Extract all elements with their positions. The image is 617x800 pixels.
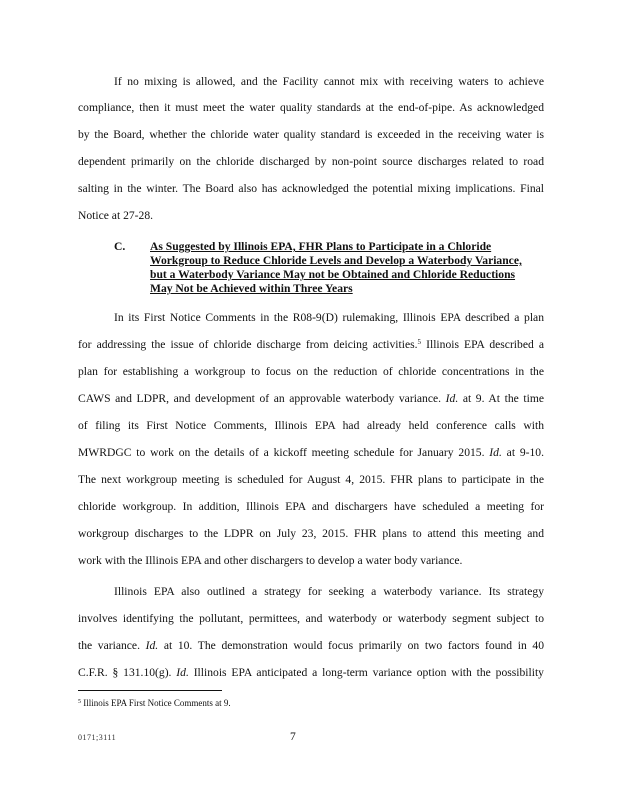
text-segment: Illinois EPA anticipated a long-term variance option with the possibility: [188, 666, 544, 679]
text-segment: Illinois EPA described a: [421, 338, 545, 351]
paragraph-line: dependent primarily on the chloride discharged by non-point source discharges related to road: [78, 155, 544, 168]
paragraph-line: plan for establishing a workgroup to focus on the reduction of chloride concentrations in the: [78, 365, 544, 378]
paragraph-line: by the Board, whether the chloride water quality standard is exceeded in the receiving water is: [78, 128, 544, 141]
section-heading-line: As Suggested by Illinois EPA, FHR Plans to Participate in a Chloride: [150, 240, 492, 253]
section-heading-line: Workgroup to Reduce Chloride Levels and Develop a Waterbody Variance,: [150, 254, 522, 267]
text-segment: at 9. At the time: [458, 392, 544, 405]
paragraph-line: Illinois EPA also outlined a strategy for seeking a waterbody variance. Its strategy: [114, 585, 544, 598]
paragraph-line: The next workgroup meeting is scheduled for August 4, 2015. FHR plans to participate in the: [78, 473, 544, 486]
footnote-text: Illinois EPA First Notice Comments at 9.: [81, 698, 231, 708]
text-segment: for addressing the issue of chloride discharge from deicing activities.: [78, 338, 418, 351]
paragraph-line: salting in the winter. The Board also has acknowledged the potential mixing implications. Final: [78, 182, 544, 195]
section-heading-line: May Not be Achieved within Three Years: [150, 282, 353, 295]
footnote-reference: 5: [417, 338, 422, 346]
text-segment: at 9-10.: [501, 446, 544, 459]
paragraph-line: Notice at 27-28.: [78, 209, 154, 222]
text-segment: at 10. The demonstration would focus primarily on two factors found in 40: [158, 639, 544, 652]
section-label: C.: [114, 240, 126, 253]
paragraph-line: work with the Illinois EPA and other dischargers to develop a water body variance.: [78, 554, 463, 567]
footnote-divider: [78, 690, 222, 691]
paragraph-line: [78, 338, 544, 352]
document-id: 0171;3111: [78, 733, 117, 742]
text-segment: MWRDGC to work on the details of a kickoff meeting schedule for January 2015.: [78, 446, 490, 459]
paragraph-line: chloride workgroup. In addition, Illinois EPA and dischargers have scheduled a meeting for: [78, 500, 544, 513]
citation-id: Id.: [445, 392, 459, 405]
paragraph-line: In its First Notice Comments in the R08-9(D) rulemaking, Illinois EPA described a plan: [114, 311, 544, 324]
citation-id: Id.: [489, 446, 502, 459]
paragraph-line: compliance, then it must meet the water quality standards at the end-of-pipe. As acknowledged: [78, 101, 544, 114]
paragraph-line: [78, 639, 544, 653]
page-number: 7: [290, 730, 296, 743]
footnote-marker: 5: [78, 699, 81, 705]
citation-id: Id.: [176, 666, 189, 679]
paragraph-line: involves identifying the pollutant, permittees, and waterbody or waterbody segment subject to: [78, 612, 544, 625]
section-heading-line: but a Waterbody Variance May not be Obtained and Chloride Reductions: [150, 268, 516, 281]
citation-id: Id.: [145, 639, 159, 652]
paragraph-line: [78, 666, 544, 680]
paragraph-line: workgroup discharges to the LDPR on July 23, 2015. FHR plans to attend this meeting and: [78, 527, 544, 540]
paragraph-line: [78, 446, 544, 460]
paragraph-line: If no mixing is allowed, and the Facility cannot mix with receiving waters to achieve: [114, 75, 544, 88]
paragraph-line: [78, 392, 544, 406]
paragraph-line: of filing its First Notice Comments, Illinois EPA had already held conference calls with: [78, 419, 544, 432]
footnote: [78, 698, 231, 709]
text-segment: CAWS and LDPR, and development of an approvable waterbody variance.: [78, 392, 446, 405]
text-segment: the variance.: [78, 639, 146, 652]
text-segment: C.F.R. § 131.10(g).: [78, 666, 177, 679]
